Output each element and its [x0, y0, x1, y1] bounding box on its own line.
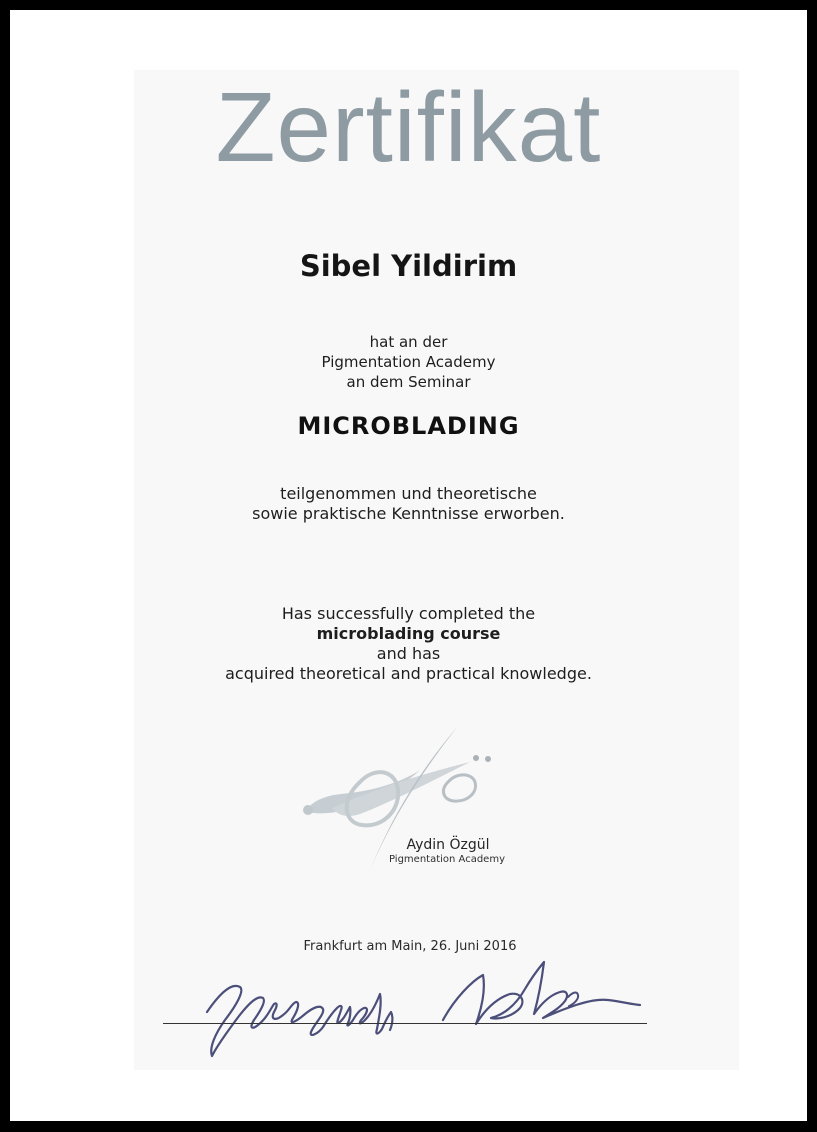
course-title: MICROBLADING — [297, 412, 520, 440]
logo-dot-left — [303, 805, 313, 815]
signature-line — [163, 1023, 647, 1024]
recipient-name: Sibel Yildirim — [299, 249, 518, 283]
german-completion-line-1: teilgenommen und theoretische — [280, 484, 537, 503]
english-completion-line-1: Has successfully completed the — [281, 604, 536, 623]
left-signature — [197, 960, 407, 1060]
logo-umlaut-dot-2 — [485, 756, 491, 762]
place-date: Frankfurt am Main, 26. Juni 2016 — [303, 939, 517, 954]
right-signature-stroke — [443, 962, 640, 1024]
certificate-title: Zertifikat — [215, 72, 602, 182]
english-completion-line-3: and has — [376, 644, 441, 663]
logo-subtitle: Pigmentation Academy — [388, 854, 505, 865]
logo-name: Aydin Özgül — [406, 837, 490, 853]
left-signature-stroke — [207, 986, 392, 1056]
certificate-sheet — [134, 70, 739, 1070]
english-completion-line-4: acquired theoretical and practical knowledge. — [225, 664, 592, 683]
logo-o-mark — [443, 775, 475, 801]
german-completion-line-2: sowie praktische Kenntnisse erworben. — [252, 504, 565, 523]
german-intro-line-1: hat an der — [369, 333, 448, 351]
right-signature — [428, 950, 648, 1040]
german-intro-line-3: an dem Seminar — [346, 373, 471, 391]
german-intro-line-2: Pigmentation Academy — [321, 353, 496, 371]
english-completion-line-2: microblading course — [316, 624, 501, 643]
logo-umlaut-dot-1 — [473, 755, 479, 761]
